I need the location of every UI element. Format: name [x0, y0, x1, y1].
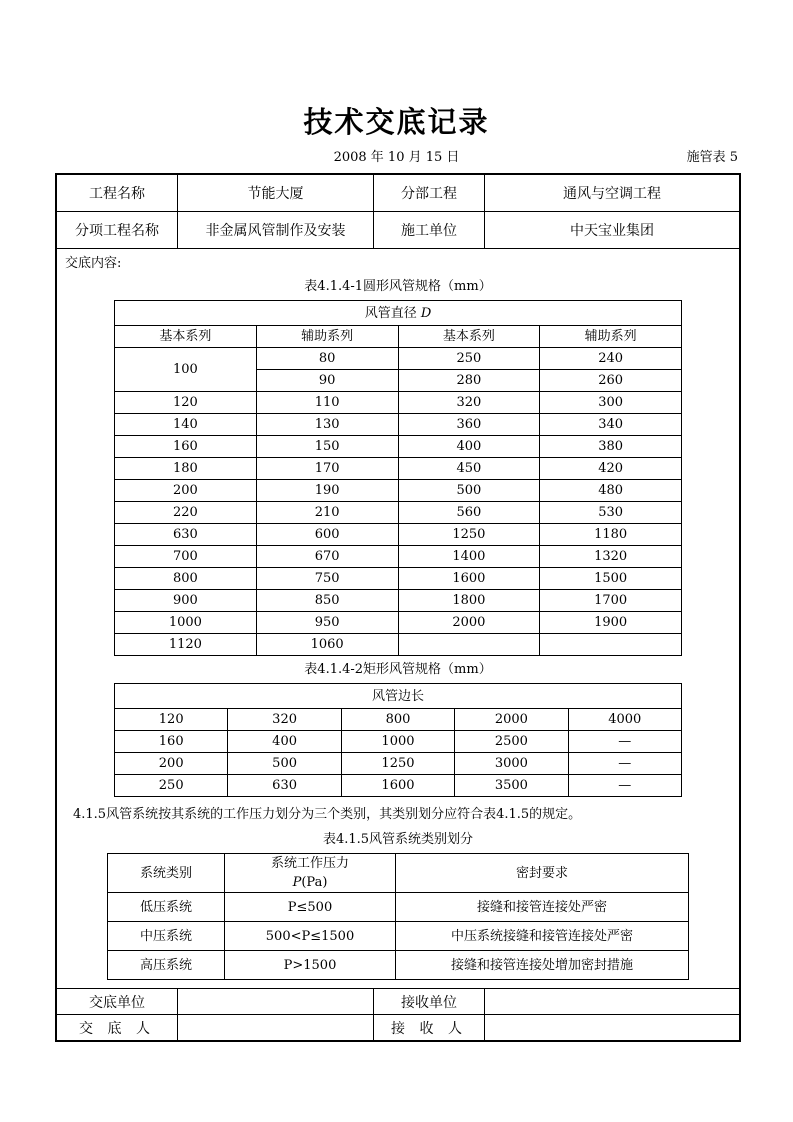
table-row — [108, 951, 689, 980]
table2-cell: 320 — [228, 709, 341, 731]
header-row-1 — [56, 174, 740, 212]
table1-cell: 300 — [540, 392, 682, 414]
content-label: 交底内容: — [65, 256, 122, 271]
table2-cell: 2000 — [455, 709, 568, 731]
title-subline — [55, 146, 738, 168]
table-row — [115, 634, 682, 656]
table3-cell: 中压系统 — [108, 922, 225, 951]
content-row — [56, 249, 740, 989]
table3-cell: P≤500 — [225, 893, 396, 922]
table-row — [115, 590, 682, 612]
table1-cell: 320 — [398, 392, 540, 414]
table1-cell: 1250 — [398, 524, 540, 546]
table3-col-header-3: 密封要求 — [396, 854, 689, 893]
table2-cell: 200 — [115, 753, 228, 775]
table1-cell: 90 — [256, 370, 398, 392]
table3-cell: 高压系统 — [108, 951, 225, 980]
table3-cell: 接缝和接管连接处严密 — [396, 893, 689, 922]
table1-cell: 110 — [256, 392, 398, 414]
table2-cell: 1000 — [341, 731, 454, 753]
table1-cell: 180 — [115, 458, 257, 480]
table-row — [115, 524, 682, 546]
table1-cell: 240 — [540, 348, 682, 370]
table-row — [115, 480, 682, 502]
table1-cell: 1900 — [540, 612, 682, 634]
table3-cell: 接缝和接管连接处增加密封措施 — [396, 951, 689, 980]
sig-label-issuer: 交 底 人 — [56, 1015, 178, 1042]
field-value-division[interactable]: 通风与空调工程 — [485, 174, 741, 212]
table2-cell: 800 — [341, 709, 454, 731]
table1-cell: 950 — [256, 612, 398, 634]
table1-col-header-1: 基本系列 — [115, 326, 257, 348]
table1-cell: 1700 — [540, 590, 682, 612]
table2-cell: 500 — [228, 753, 341, 775]
table1-cell: 400 — [398, 436, 540, 458]
table2-caption: 表4.1.4-2矩形风管规格（mm） — [304, 662, 492, 677]
table-row — [115, 568, 682, 590]
sig-label-receiver: 接 收 人 — [374, 1015, 485, 1042]
sig-value-issuing-unit[interactable] — [178, 989, 374, 1015]
table1-cell: 380 — [540, 436, 682, 458]
table1-col-header-4: 辅助系列 — [540, 326, 682, 348]
table1-col-header-3: 基本系列 — [398, 326, 540, 348]
rectangular-duct-spec-table — [114, 683, 682, 797]
table1-cell: 630 — [115, 524, 257, 546]
form-number: 施管表 5 — [686, 150, 738, 165]
table3-cell: 低压系统 — [108, 893, 225, 922]
table2-cell: 2500 — [455, 731, 568, 753]
table-row — [115, 348, 682, 370]
table1-header-row — [115, 326, 682, 348]
header-row-2 — [56, 212, 740, 249]
table2-span-header-row — [115, 684, 682, 709]
table3-caption: 表4.1.5风管系统类别划分 — [322, 832, 474, 847]
page-title: 技术交底记录 — [303, 105, 490, 139]
table1-caption: 表4.1.4-1圆形风管规格（mm） — [304, 279, 492, 294]
table3-col-header-2-line1: 系统工作压力 — [270, 856, 349, 871]
table1-cell: 600 — [256, 524, 398, 546]
table1-cell: 1500 — [540, 568, 682, 590]
table1-cell: 200 — [115, 480, 257, 502]
table1-span-header-symbol: D — [420, 305, 432, 321]
table1-cell: 80 — [256, 348, 398, 370]
table1-cell: 850 — [256, 590, 398, 612]
table3-header-row — [108, 854, 689, 893]
table-row — [115, 775, 682, 797]
system-pressure-class-table — [107, 853, 689, 980]
table-row — [115, 612, 682, 634]
circular-duct-spec-table — [114, 300, 682, 656]
table2-cell: 3000 — [455, 753, 568, 775]
table1-cell: 190 — [256, 480, 398, 502]
table1-cell: 100 — [115, 348, 257, 392]
table1-col-header-2: 辅助系列 — [256, 326, 398, 348]
table3-col-header-2 — [225, 854, 396, 893]
table2-cell: 120 — [115, 709, 228, 731]
table1-cell: 900 — [115, 590, 257, 612]
table1-cell: 480 — [540, 480, 682, 502]
document-date: 2008 年 10 月 15 日 — [333, 150, 460, 165]
table2-cell: 630 — [228, 775, 341, 797]
field-label-division: 分部工程 — [374, 174, 485, 212]
table1-cell: 210 — [256, 502, 398, 524]
table1-cell: 120 — [115, 392, 257, 414]
table1-cell: 150 — [256, 436, 398, 458]
table1-span-header-text: 风管直径 — [364, 305, 421, 321]
table2-cell: 160 — [115, 731, 228, 753]
table1-cell: 1400 — [398, 546, 540, 568]
table1-cell: 1320 — [540, 546, 682, 568]
signature-row-1 — [56, 989, 740, 1015]
table1-cell: 170 — [256, 458, 398, 480]
table-row — [115, 458, 682, 480]
table2-cell: 400 — [228, 731, 341, 753]
field-label-construction-unit: 施工单位 — [374, 212, 485, 249]
table1-cell: 800 — [115, 568, 257, 590]
table3-cell: 中压系统接缝和接管连接处严密 — [396, 922, 689, 951]
table2-cell: — — [568, 775, 681, 797]
table1-cell: 700 — [115, 546, 257, 568]
table-row — [108, 922, 689, 951]
table1-cell — [398, 634, 540, 656]
table1-cell: 130 — [256, 414, 398, 436]
table1-cell — [540, 634, 682, 656]
field-value-construction-unit[interactable]: 中天宝业集团 — [485, 212, 741, 249]
table-row — [115, 392, 682, 414]
table2-span-header: 风管边长 — [115, 684, 682, 709]
table-row — [115, 414, 682, 436]
table1-cell: 1120 — [115, 634, 257, 656]
sig-label-issuing-unit: 交底单位 — [56, 989, 178, 1015]
field-value-subitem-name[interactable]: 非金属风管制作及安装 — [178, 212, 374, 249]
table-row — [115, 753, 682, 775]
table1-cell: 360 — [398, 414, 540, 436]
table1-span-header — [115, 301, 682, 326]
table1-cell: 260 — [540, 370, 682, 392]
table1-cell: 220 — [115, 502, 257, 524]
table-row — [115, 436, 682, 458]
table1-cell: 560 — [398, 502, 540, 524]
content-area — [56, 249, 740, 989]
table1-cell: 1600 — [398, 568, 540, 590]
signature-row-2 — [56, 1015, 740, 1042]
table1-cell: 420 — [540, 458, 682, 480]
table2-cell: — — [568, 731, 681, 753]
table1-cell: 450 — [398, 458, 540, 480]
table1-cell: 340 — [540, 414, 682, 436]
table1-cell: 670 — [256, 546, 398, 568]
table1-cell: 160 — [115, 436, 257, 458]
table3-cell: P>1500 — [225, 951, 396, 980]
field-label-subitem-name: 分项工程名称 — [56, 212, 178, 249]
table-row — [108, 893, 689, 922]
table2-cell: 1600 — [341, 775, 454, 797]
table1-cell: 1000 — [115, 612, 257, 634]
table1-cell: 530 — [540, 502, 682, 524]
main-frame-table — [55, 173, 741, 1042]
table1-cell: 2000 — [398, 612, 540, 634]
table-row — [115, 731, 682, 753]
table1-cell: 1800 — [398, 590, 540, 612]
table1-cell: 250 — [398, 348, 540, 370]
table1-cell: 1060 — [256, 634, 398, 656]
table1-cell: 280 — [398, 370, 540, 392]
table-row — [115, 709, 682, 731]
table1-cell: 500 — [398, 480, 540, 502]
sig-label-receiving-unit: 接收单位 — [374, 989, 485, 1015]
table-row — [115, 546, 682, 568]
table2-cell: 1250 — [341, 753, 454, 775]
table2-cell: 250 — [115, 775, 228, 797]
table3-col-header-1: 系统类别 — [108, 854, 225, 893]
field-label-project-name: 工程名称 — [56, 174, 178, 212]
table3-col-header-2-line2: P(Pa) — [292, 875, 328, 890]
table1-span-header-row — [115, 301, 682, 326]
table-row — [115, 502, 682, 524]
table1-cell: 1180 — [540, 524, 682, 546]
sig-value-receiver[interactable] — [485, 1015, 741, 1042]
field-value-project-name[interactable]: 节能大厦 — [178, 174, 374, 212]
table3-cell: 500<P≤1500 — [225, 922, 396, 951]
table2-cell: 3500 — [455, 775, 568, 797]
clause-paragraph: 4.1.5风管系统按其系统的工作压力划分为三个类别，其类别划分应符合表4.1.5的规定。 — [73, 807, 582, 822]
table2-cell: 4000 — [568, 709, 681, 731]
table1-cell: 140 — [115, 414, 257, 436]
sig-value-receiving-unit[interactable] — [485, 989, 741, 1015]
table2-cell: — — [568, 753, 681, 775]
sig-value-issuer[interactable] — [178, 1015, 374, 1042]
table1-cell: 750 — [256, 568, 398, 590]
